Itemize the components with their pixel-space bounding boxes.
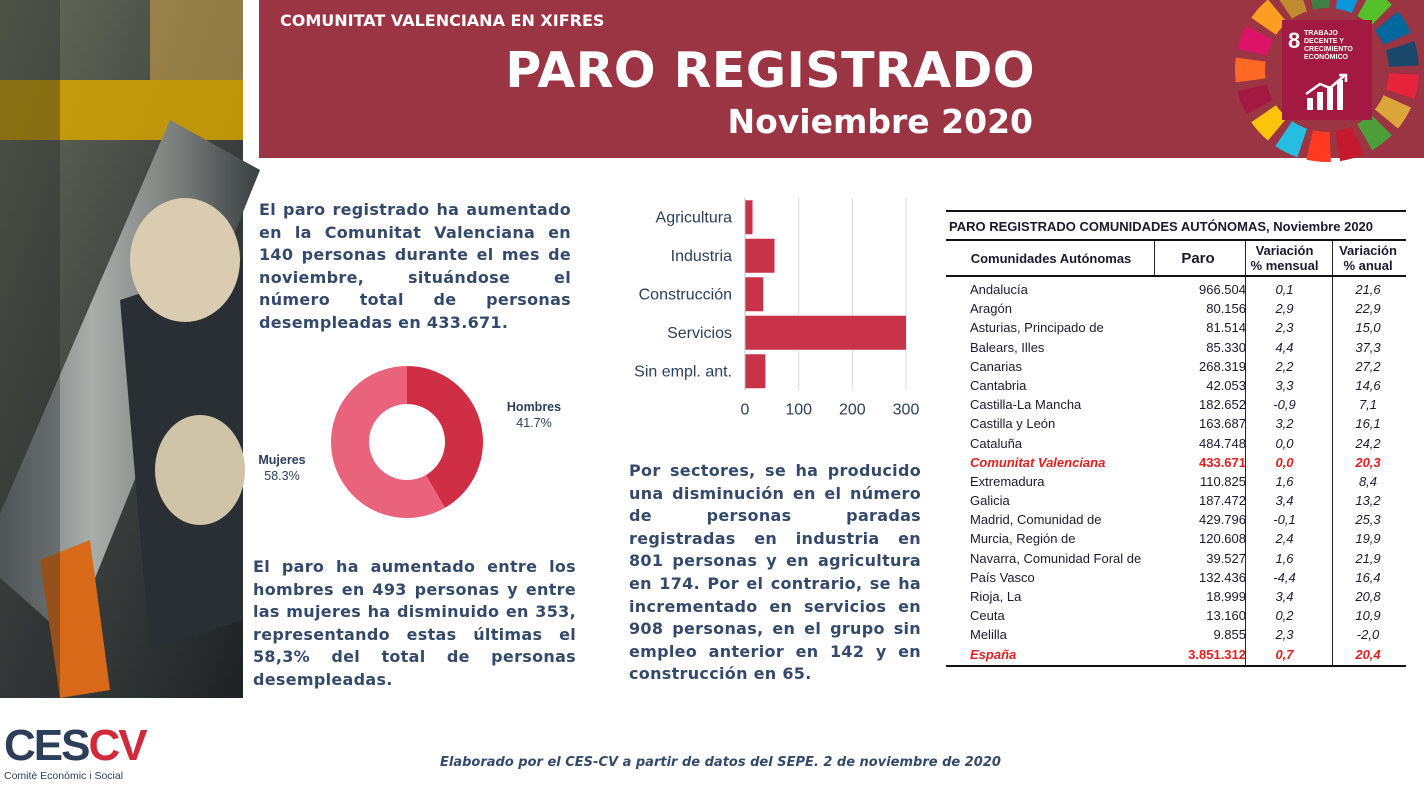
cell-paro: 120.608: [1199, 531, 1246, 547]
header-name: Comunidades Autónomas: [970, 251, 1132, 266]
cell-community: Aragón: [970, 301, 1012, 317]
sdg-wheel-segment: [1336, 127, 1364, 161]
cell-paro: 429.796: [1199, 512, 1246, 528]
cell-var-anual: 20,3: [1355, 454, 1381, 470]
cell-var-anual: 25,3: [1355, 512, 1381, 528]
page-title: PARO REGISTRADO: [505, 42, 1035, 99]
bar-construcción: [745, 277, 763, 311]
cell-var-anual: 37,3: [1355, 339, 1381, 355]
cell-community: País Vasco: [970, 569, 1035, 585]
cell-paro: 110.825: [1199, 473, 1246, 489]
source-footnote: Elaborado por el CES-CV a partir de datos del SEPE. 2 de noviembre de 2020: [440, 755, 1001, 770]
cell-community: España: [970, 646, 1017, 662]
sdg-wheel-segment: [1306, 130, 1331, 162]
cell-community: Canarias: [970, 358, 1023, 374]
column-divider: [1245, 241, 1246, 275]
bar-agricultura: [745, 200, 753, 234]
donut-label-category: Hombres: [506, 400, 562, 414]
cell-paro: 132.436: [1199, 569, 1246, 585]
cell-paro: 9.855: [1213, 627, 1246, 643]
summary-paragraph: El paro registrado ha aumentado en la Comunitat Valenciana en 140 personas durante el mes de noviembre, situándose el número total de personas desempleadas en 433.671.: [259, 200, 571, 332]
cell-var-anual: -2,0: [1356, 627, 1380, 643]
cell-paro: 81.514: [1206, 320, 1246, 336]
cell-var-anual: 14,6: [1355, 377, 1381, 393]
sdg-goal-text: TRABAJO DECENTE Y CRECIMIENTO ECONÓMICO: [1304, 30, 1353, 61]
table-row: [946, 396, 1406, 415]
donut-label-value: 58.3%: [264, 469, 300, 483]
cell-var-mensual: 2,4: [1275, 531, 1294, 547]
cell-var-anual: 8,4: [1358, 473, 1378, 489]
cell-var-mensual: 3,3: [1275, 377, 1294, 393]
x-tick-label: 300: [892, 401, 920, 419]
cell-var-anual: 21,9: [1355, 550, 1381, 566]
cell-var-mensual: 0,2: [1275, 608, 1294, 624]
cell-var-mensual: 0,0: [1275, 454, 1294, 470]
cell-paro: 182.652: [1199, 397, 1246, 413]
header-var-mensual-1: Variación: [1255, 243, 1314, 258]
sdg-wheel-segment: [1336, 0, 1364, 13]
bar-servicios: [745, 316, 906, 350]
table-header: [946, 241, 1406, 277]
table-row: [946, 435, 1406, 454]
cell-var-anual: 16,1: [1355, 416, 1381, 432]
table-row: [946, 358, 1406, 377]
cell-var-mensual: 2,3: [1275, 627, 1294, 643]
cell-community: Galicia: [970, 493, 1010, 509]
bar-category-label: Agricultura: [655, 209, 732, 227]
cell-paro: 42.053: [1206, 377, 1246, 393]
header-kicker: COMUNITAT VALENCIANA EN XIFRES: [280, 11, 605, 30]
x-tick-label: 200: [838, 401, 866, 419]
table-row: [946, 550, 1406, 569]
sdg-wheel-segment: [1238, 84, 1273, 114]
cell-var-mensual: 2,9: [1275, 301, 1294, 317]
cell-var-mensual: 0,7: [1275, 646, 1294, 662]
sdg-wheel-segment: [1375, 95, 1411, 128]
cell-var-mensual: 2,3: [1275, 320, 1294, 336]
table-row: [946, 569, 1406, 588]
x-tick-label: 0: [740, 401, 750, 419]
page-subtitle: Noviembre 2020: [727, 102, 1033, 141]
cell-paro: 18.999: [1206, 589, 1246, 604]
table-row: [946, 473, 1406, 492]
growth-chart-icon: [1304, 74, 1350, 112]
cell-var-mensual: 4,4: [1275, 339, 1294, 355]
sdg-wheel-segment: [1386, 73, 1419, 99]
cell-paro: 85.330: [1206, 339, 1246, 355]
sdg-wheel-segment: [1306, 0, 1331, 10]
donut-label-value: 41.7%: [516, 416, 552, 430]
cell-var-anual: 22,9: [1355, 301, 1381, 317]
cell-community: Rioja, La: [970, 589, 1022, 604]
table-row: [946, 588, 1406, 607]
cell-var-mensual: 0,1: [1275, 282, 1294, 297]
bar-category-label: Industria: [670, 247, 732, 265]
cell-community: Andalucía: [970, 282, 1028, 297]
donut-label-category: Mujeres: [258, 453, 306, 467]
cell-var-mensual: -0,1: [1273, 512, 1296, 528]
bar-category-label: Construcción: [638, 286, 732, 304]
header-var-mensual-2: % mensual: [1250, 258, 1319, 273]
cell-community: Cataluña: [970, 435, 1023, 451]
column-divider: [1154, 241, 1155, 275]
ces-cv-logo: [4, 722, 154, 794]
cell-var-mensual: -0,9: [1273, 397, 1296, 413]
cell-var-anual: 16,4: [1355, 569, 1381, 585]
cell-community: Melilla: [970, 627, 1007, 643]
cell-paro: 484.748: [1199, 435, 1246, 451]
sdg-wheel-segment: [1235, 58, 1266, 83]
cell-paro: 433.671: [1199, 454, 1246, 470]
cell-paro: 268.319: [1199, 358, 1246, 374]
header-var-anual-2: % anual: [1343, 258, 1393, 273]
cell-community: Cantabria: [970, 377, 1027, 393]
table-title: PARO REGISTRADO COMUNIDADES AUTÓNOMAS, Noviembre 2020: [946, 210, 1406, 241]
cell-var-mensual: 3,4: [1275, 493, 1294, 509]
communities-table: [946, 210, 1406, 667]
sdg-wheel-segment: [1375, 11, 1411, 44]
table-row: [946, 530, 1406, 549]
sdg-wheel-segment: [1238, 26, 1273, 56]
cell-var-mensual: 0,0: [1275, 435, 1294, 451]
x-tick-label: 100: [785, 401, 813, 419]
sdg-logo: [1199, 0, 1424, 158]
cell-var-anual: 15,0: [1355, 320, 1381, 336]
bar-industria: [745, 239, 775, 273]
cell-var-mensual: 1,6: [1275, 473, 1294, 489]
table-row: [946, 626, 1406, 645]
table-row: [946, 319, 1406, 338]
table-row: [946, 511, 1406, 530]
cell-community: Madrid, Comunidad de: [970, 512, 1102, 528]
cell-var-mensual: 1,6: [1275, 550, 1294, 566]
sdg-goal-8-tile: [1282, 20, 1372, 120]
header-var-anual-1: Variación: [1339, 243, 1397, 258]
table-row: [946, 454, 1406, 473]
gender-donut-chart: [255, 355, 562, 535]
cell-var-anual: 7,1: [1358, 397, 1378, 413]
worker-photo: [0, 0, 243, 698]
table-row: [946, 646, 1406, 665]
table-row: [946, 492, 1406, 511]
cell-var-mensual: -4,4: [1273, 569, 1296, 585]
cell-var-mensual: 3,4: [1275, 589, 1294, 604]
cell-community: Extremadura: [970, 473, 1045, 489]
cell-community: Ceuta: [970, 608, 1005, 624]
cell-community: Balears, Illes: [970, 339, 1045, 355]
gender-paragraph: El paro ha aumentado entre los hombres en 493 personas y entre las mujeres ha disminuido en 353, representando estas últimas el 58,3% del total de personas desempleadas.: [253, 557, 576, 689]
sdg-wheel-segment: [1386, 41, 1419, 67]
cell-paro: 3.851.312: [1188, 646, 1246, 662]
cell-paro: 163.687: [1199, 416, 1246, 432]
table-row: [946, 300, 1406, 319]
cell-community: Comunitat Valenciana: [970, 454, 1106, 470]
cell-paro: 80.156: [1206, 301, 1246, 317]
table-row: [946, 339, 1406, 358]
cell-community: Asturias, Principado de: [970, 320, 1104, 336]
cell-var-anual: 19,9: [1355, 531, 1381, 547]
sector-paragraph: Por sectores, se ha producido una disminución en el número de personas paradas registradas en industria en 801 personas y en agricultura en 174. Por el contrario, se ha incrementado en servicios en 908 personas, en el grupo sin empleo anterior en 142 y en construcción en 65.: [629, 461, 921, 684]
table-row: [946, 377, 1406, 396]
cell-paro: 13.160: [1206, 608, 1246, 624]
header-paro: Paro: [1181, 250, 1215, 267]
cell-var-anual: 27,2: [1355, 358, 1381, 374]
cell-paro: 39.527: [1206, 550, 1246, 566]
cell-var-anual: 24,2: [1355, 435, 1381, 451]
sdg-wheel-segment: [1275, 121, 1307, 157]
cell-paro: 187.472: [1199, 493, 1246, 509]
cell-paro: 966.504: [1199, 282, 1246, 297]
cell-var-anual: 13,2: [1355, 493, 1381, 509]
bar-sin-empl-ant-: [745, 354, 765, 388]
cell-var-anual: 21,6: [1355, 282, 1381, 297]
cell-community: Navarra, Comunidad Foral de: [970, 550, 1142, 566]
header-banner: [259, 0, 1424, 158]
cell-var-mensual: 3,2: [1275, 416, 1294, 432]
logo-part-cv: CV: [88, 721, 146, 770]
table-row: [946, 281, 1406, 300]
cell-var-mensual: 2,2: [1275, 358, 1294, 374]
cell-community: Castilla y León: [970, 416, 1056, 432]
table-row: [946, 415, 1406, 434]
sdg-goal-number: 8: [1288, 28, 1301, 53]
cell-var-anual: 20,4: [1355, 646, 1381, 662]
sector-bar-chart: [610, 188, 930, 420]
table-row: [946, 607, 1406, 626]
bar-category-label: Sin empl. ant.: [634, 363, 732, 381]
table-body: [946, 277, 1406, 667]
logo-part-ces: CES: [4, 721, 89, 770]
logo-subtitle: Comitè Econòmic i Social: [4, 770, 124, 782]
bar-category-label: Servicios: [667, 324, 732, 342]
cell-var-anual: 20,8: [1355, 589, 1381, 604]
column-divider: [1332, 241, 1333, 275]
cell-community: Murcia, Región de: [970, 531, 1076, 547]
cell-var-anual: 10,9: [1355, 608, 1381, 624]
cell-community: Castilla-La Mancha: [970, 397, 1082, 413]
